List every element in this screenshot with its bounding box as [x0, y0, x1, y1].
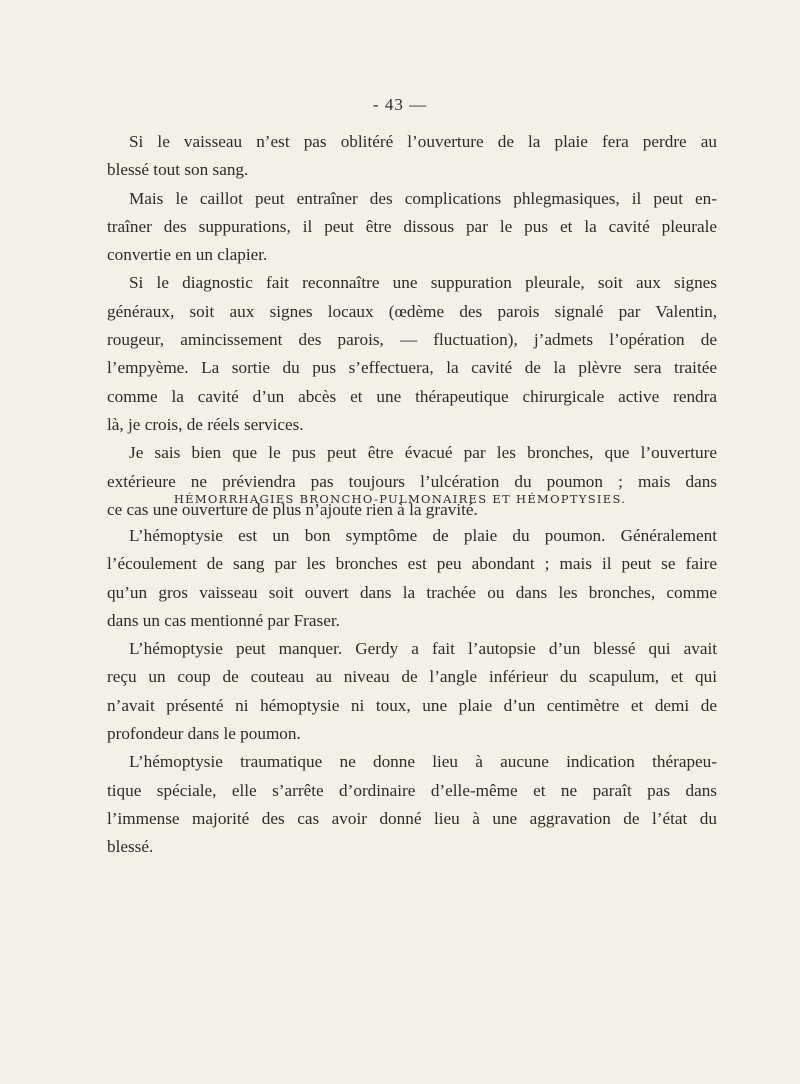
text-line: profondeur dans le poumon. — [107, 724, 301, 744]
text-line: dans un cas mentionné par Fraser. — [107, 610, 340, 630]
paragraph — [107, 522, 717, 635]
text-block-top — [107, 128, 717, 524]
text-line: convertie en un clapier. — [107, 245, 268, 265]
text-line: comme la cavité d’un abcès et une thérapeutique chirurgicale active rendra — [107, 386, 717, 406]
text-line: tique spéciale, elle s’arrête d’ordinaire d’elle-même et ne paraît pas dans — [107, 780, 717, 800]
text-line: Si le diagnostic fait reconnaître une suppuration pleurale, soit aux signes — [129, 273, 717, 293]
text-line: l’écoulement de sang par les bronches est peu abondant ; mais il peut se faire — [107, 554, 717, 574]
text-line: blessé tout son sang. — [107, 160, 249, 180]
text-line: blessé. — [107, 837, 154, 857]
paragraph — [107, 185, 717, 270]
text-line: Mais le caillot peut entraîner des complications phlegmasiques, il peut en- — [129, 188, 717, 208]
paragraph — [107, 269, 717, 439]
text-line: là, je crois, de réels services. — [107, 414, 304, 434]
paragraph — [107, 128, 717, 185]
text-line: l’empyème. La sortie du pus s’effectuera, la cavité de la plèvre sera traitée — [107, 358, 717, 378]
text-line: Je sais bien que le pus peut être évacué par les bronches, que l’ouverture — [129, 443, 717, 463]
text-line: qu’un gros vaisseau soit ouvert dans la trachée ou dans les bronches, comme — [107, 582, 717, 602]
paragraph — [107, 635, 717, 748]
text-line: extérieure ne préviendra pas toujours l’ulcération du poumon ; mais dans — [107, 471, 717, 491]
text-line: L’hémoptysie traumatique ne donne lieu à aucune indication thérapeu- — [129, 752, 717, 772]
text-block-bottom — [107, 522, 717, 862]
text-line: L’hémoptysie est un bon symptôme de plaie du poumon. Généralement — [129, 526, 717, 545]
text-line: reçu un coup de couteau au niveau de l’angle inférieur du scapulum, et qui — [107, 667, 717, 687]
paragraph — [107, 748, 717, 861]
text-line: l’immense majorité des cas avoir donné lieu à une aggravation de l’état du — [107, 808, 717, 828]
section-heading: HÉMORRHAGIES BRONCHO-PULMONAIRES ET HÉMOPTYSIES. — [173, 492, 627, 506]
paragraph — [107, 439, 717, 524]
text-line: L’hémoptysie peut manquer. Gerdy a fait l’autopsie d’un blessé qui avait — [129, 639, 717, 659]
text-line: ce cas une ouverture de plus n’ajoute rien à la gravité. — [107, 499, 478, 519]
text-line: généraux, soit aux signes locaux (œdème des parois signalé par Valentin, — [107, 301, 717, 321]
text-line: n’avait présenté ni hémoptysie ni toux, une plaie d’un centimètre et demi de — [107, 695, 717, 715]
text-line: rougeur, amincissement des parois, — fluctuation), j’admets l’opération de — [107, 330, 717, 350]
page-number: - 43 — — [372, 95, 428, 114]
text-line: traîner des suppurations, il peut être dissous par le pus et la cavité pleurale — [107, 216, 717, 236]
text-line: Si le vaisseau n’est pas oblitéré l’ouverture de la plaie fera perdre au — [129, 132, 717, 151]
